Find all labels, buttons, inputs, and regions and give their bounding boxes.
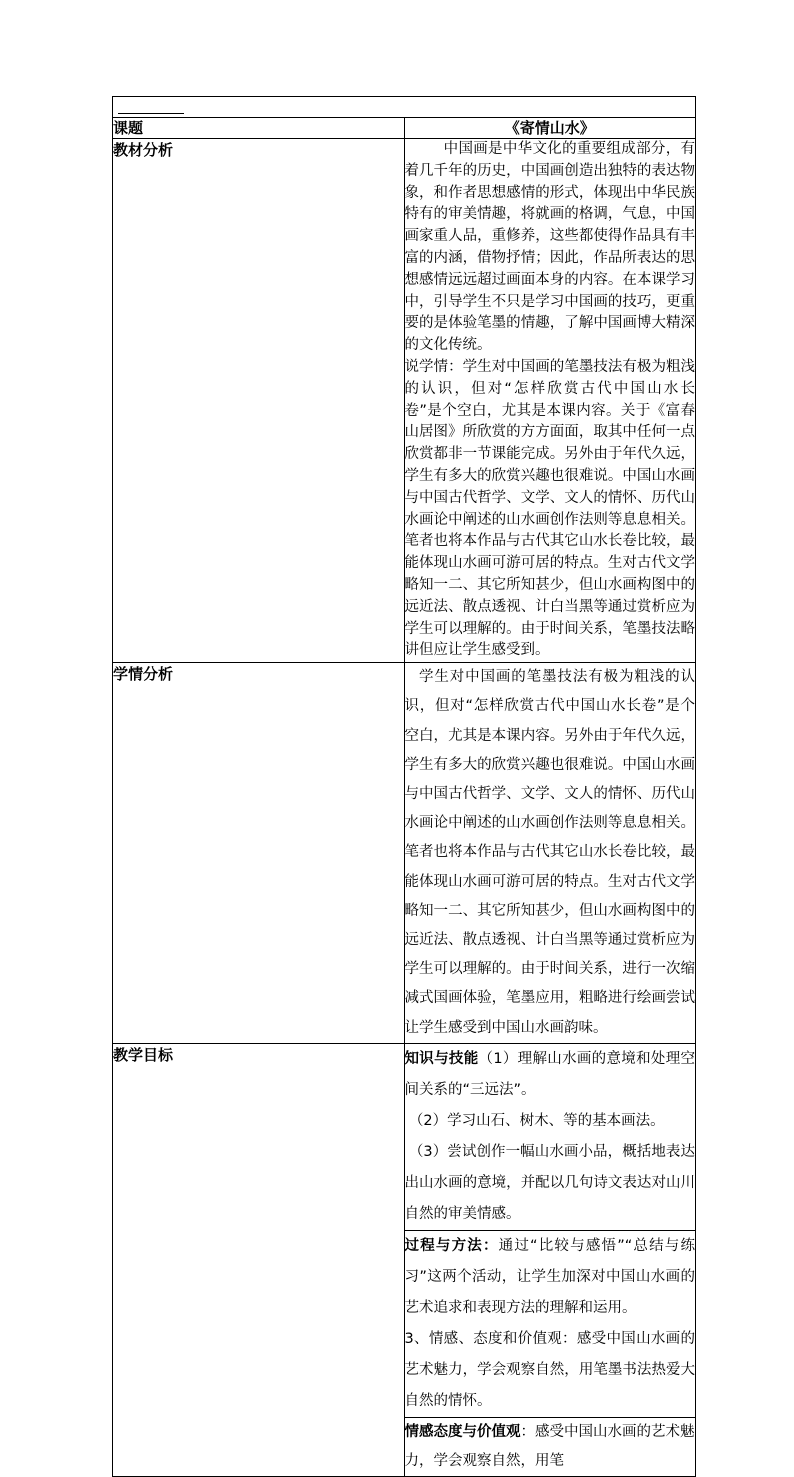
emotion-text: ：感受中国山水画的艺术魅力，学会观察自然，用笔 [404,1423,695,1469]
lesson-title: 《寄情山水》 [404,118,696,139]
process-item-3: 3、情感、态度和价值观：感受中国山水画的艺术魅力，学会观察自然，用笔墨书法热爱大自然的情怀。 [404,1330,695,1409]
material-analysis-para1: 中国画是中华文化的重要组成部分，有着几千年的历史，中国画创造出独特的表达物象，和作者思想感情的形式，体现出中华民族特有的审美情趣，将就画的格调，气息，中国画家重人品，重修养，这些都使得作品具有丰富的内涵，借物抒情；因此，作品所表达的思想感情远远超过画面本身的内容。在本课学习中，引导学生不只是学习中国画的技巧，更重要的是体验笔墨的情趣，了解中国画博大精深的文化传统。 [404,141,695,354]
process-text: 通过“比较与感悟”“总结与练习”这两个活动，让学生加深对中国山水画的艺术追求和表现方法的理解和运用。 [404,1237,695,1316]
goal-process-cell [404,1230,696,1417]
blank-cell-right [404,97,696,118]
blank-cell-left [113,97,405,118]
label-material-analysis: 教材分析 [113,139,405,663]
emotion-heading: 情感态度与价值观 [404,1423,521,1440]
label-student-analysis: 学情分析 [113,663,405,1044]
goal-knowledge-cell [404,1043,696,1230]
lesson-plan-table [112,96,696,1477]
material-analysis-cell [404,139,696,663]
knowledge-item-3: （3）尝试创作一幅山水画小品，概括地表达出山水画的意境，并配以几句诗文表达对山川自然的审美情感。 [404,1143,695,1222]
material-analysis-para2: 说学情：学生对中国画的笔墨技法有极为粗浅的认识，但对“怎样欣赏古代中国山水长卷”是个空白，尤其是本课内容。关于《富春山居图》所欣赏的方方面面，取其中任何一点欣赏都非一节课能完成。另外由于年代久远，学生有多大的欣赏兴趣也很难说。中国山水画与中国古代哲学、文学、文人的情怀、历代山水画论中阐述的山水画创作法则等息息相关。笔者也将本作品与古代其它山水长卷比较，最能体现山水画可游可居的特点。生对古代文学略知一二、其它所知甚少，但山水画构图中的远近法、散点透视、计白当黑等通过赏析应为学生可以理解的。由于时间关系，笔墨技法略讲但应让学生感受到。 [404,358,695,659]
knowledge-item-1: （1）理解山水画的意境和处理空间关系的“三远法”。 [404,1050,696,1098]
goal-emotion-cell [404,1417,696,1476]
knowledge-item-2: （2）学习山石、树木、等的基本画法。 [408,1112,665,1129]
label-topic: 课题 [113,118,405,139]
label-teaching-goals: 教学目标 [113,1043,405,1476]
knowledge-heading: 知识与技能 [404,1050,479,1067]
student-analysis-text: 学生对中国画的笔墨技法有极为粗浅的认识，但对“怎样欣赏古代中国山水长卷”是个空白，尤其是本课内容。另外由于年代久远，学生有多大的欣赏兴趣也很难说。中国山水画与中国古代哲学、文学、文人的情怀、历代山水画论中阐述的山水画创作法则等息息相关。笔者也将本作品与古代其它山水长卷比较，最能体现山水画可游可居的特点。生对古代文学略知一二、其它所知甚少，但山水画构图中的远近法、散点透视、计白当黑等通过赏析应为学生可以理解的。由于时间关系，进行一次缩减式国画体验，笔墨应用，粗略进行绘画尝试让学生感受到中国山水画韵味。 [404,663,696,1044]
process-heading: 过程与方法： [404,1237,499,1254]
